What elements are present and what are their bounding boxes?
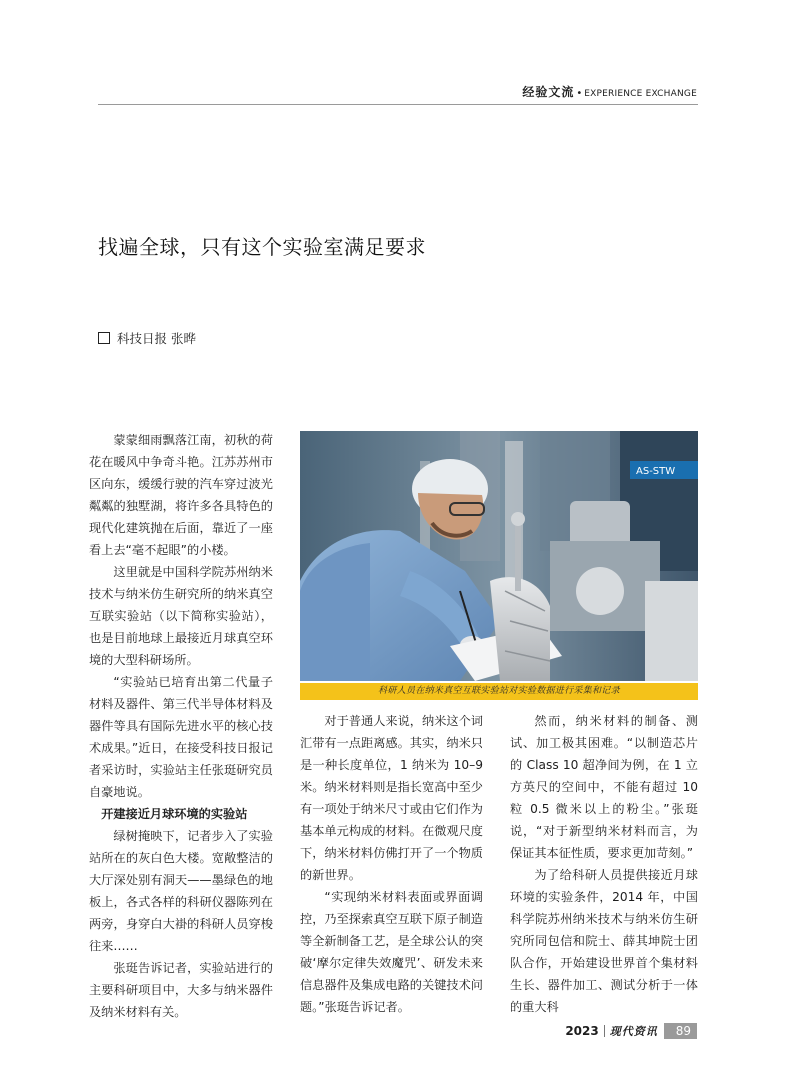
- page-number: 89: [664, 1023, 697, 1039]
- body-paragraph: 为了给科研人员提供接近月球环境的实验条件，2014 年，中国科学院苏州纳米技术与纳米仿生研究所同包信和院士、薛其坤院士团队合作，开始建设世界首个集材料生长、器件加工、测试分析于一体的重大科: [510, 868, 698, 1014]
- issue-year: 2023: [565, 1024, 599, 1038]
- header-rule: [98, 104, 698, 105]
- text-column-2: [300, 710, 483, 1018]
- section-subheading: 开建接近月球环境的实验站: [101, 807, 248, 821]
- body-paragraph: 然而，纳米材料的制备、测试、加工极其困难。“以制造芯片的 Class 10 超净间为例，在 1 立方英尺的空间中，不能有超过 10 粒 0.5 微米以上的粉尘。”张珽说，“对于新型纳米材料而言，为保证其本征性质，要求更加苛刻。”: [510, 714, 698, 860]
- byline-square-icon: [98, 332, 110, 344]
- body-paragraph: 这里就是中国科学院苏州纳米技术与纳米仿生研究所的纳米真空互联实验站（以下简称实验站），也是目前地球上最接近月球真空环境的大型科研场所。: [89, 565, 273, 667]
- section-name-en: EXPERIENCE EXCHANGE: [584, 89, 697, 99]
- text-column-3: [510, 710, 698, 1018]
- byline-text: 科技日报 张晔: [117, 331, 196, 346]
- lab-researcher-illustration: [300, 431, 698, 681]
- article-title: 找遍全球，只有这个实验室满足要求: [98, 235, 426, 259]
- footer-separator: [604, 1025, 605, 1037]
- photo-caption: 科研人员在纳米真空互联实验站对实验数据进行采集和记录: [300, 683, 698, 700]
- body-paragraph: 对于普通人来说，纳米这个词汇带有一点距离感。其实，纳米只是一种长度单位，1 纳米为 10–9 米。纳米材料则是指长宽高中至少有一项处于纳米尺寸或由它们作为基本单元构成的材料。在微观尺度下，纳米材料仿佛打开了一个物质的新世界。: [300, 714, 483, 882]
- body-paragraph: 蒙蒙细雨飘落江南，初秋的荷花在暖风中争奇斗艳。江苏苏州市区向东，缓缓行驶的汽车穿过波光粼粼的独墅湖，将许多各具特色的现代化建筑抛在后面，靠近了一座看上去“毫不起眼”的小楼。: [89, 433, 273, 557]
- magazine-name: 现代资讯: [609, 1025, 658, 1038]
- body-paragraph: “实现纳米材料表面或界面调控，乃至探索真空互联下原子制造等全新制备工艺，是全球公认的突破‘摩尔定律失效魔咒’、研发未来信息器件及集成电路的关键技术问题。”张珽告诉记者。: [300, 890, 483, 1014]
- equipment-sign: AS-STW: [636, 466, 676, 477]
- body-paragraph: “实验站已培育出第二代量子材料及器件、第三代半导体材料及器件等具有国际先进水平的核心技术成果。”近日，在接受科技日报记者采访时，实验站主任张珽研究员自豪地说。: [89, 675, 273, 799]
- section-name: 经验文流: [522, 85, 575, 99]
- body-paragraph: 绿树掩映下，记者步入了实验站所在的灰白色大楼。宽敞整洁的大厅深处别有洞天——墨绿色的地板上，各式各样的科研仪器陈列在两旁，身穿白大褂的科研人员穿梭往来……: [89, 829, 273, 953]
- byline: [98, 329, 196, 347]
- page-footer: [565, 1023, 697, 1039]
- text-column-1: [89, 429, 273, 1023]
- running-header: [522, 83, 697, 100]
- body-paragraph: 张珽告诉记者，实验站进行的主要科研项目中，大多与纳米器件及纳米材料有关。: [89, 961, 273, 1019]
- header-bullet: •: [576, 88, 583, 99]
- article-photo: [300, 431, 698, 681]
